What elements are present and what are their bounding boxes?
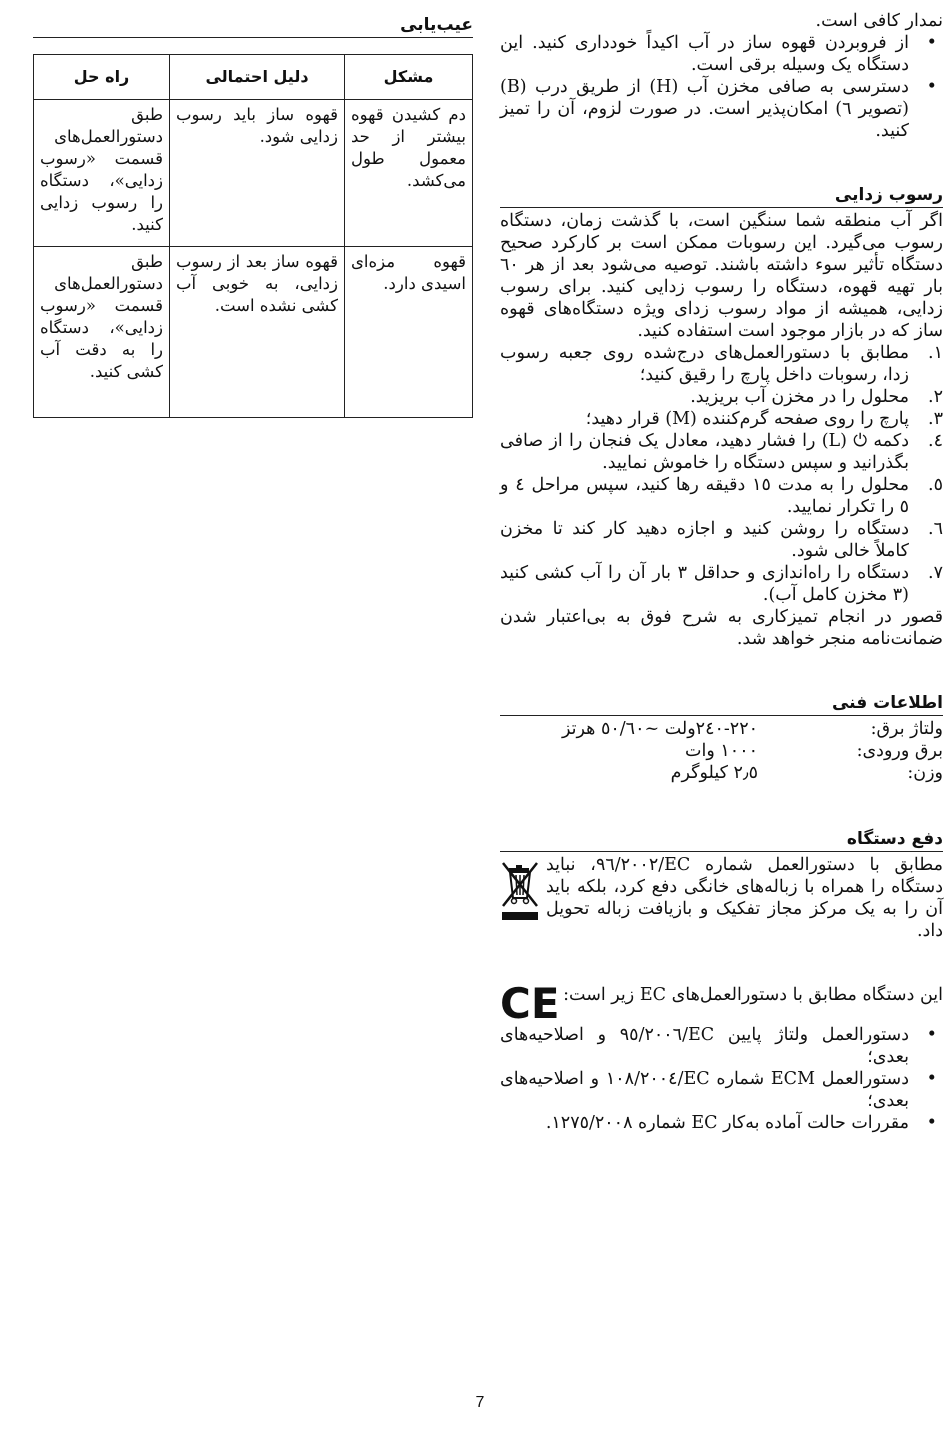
troubleshooting-table — [33, 54, 473, 418]
descaling-intro: اگر آب منطقه شما سنگین است، با گذشت زمان، دستگاه رسوب می‌گیرد. این رسوبات ممکن است بر کارکرد صحیح دستگاه تأثیر سوء داشته باشند. توصیه می‌شود بعد از هر ٦٠ بار تهیه قهوه، دستگاه را رسوب زدایی کنید. برای رسوب زدایی، همیشه از مواد رسوب زدای ویژه دستگاه‌های قهوه ساز که در بازار موجود است استفاده کنید. — [500, 211, 943, 341]
header-solution: راه حل — [34, 55, 170, 100]
step-item — [500, 408, 943, 430]
step-number: ١. — [928, 343, 943, 363]
step-text: محلول را به مدت ١٥ دقیقه رها کنید، سپس مراحل ٤ و ٥ را تکرار نمایید. — [500, 475, 909, 517]
spec-value: ١٠٠٠ وات — [685, 741, 758, 761]
cell-problem: دم کشیدن قهوه بیشتر از حد معمول طول می‌کشد. — [345, 100, 473, 247]
bullet-item: • از فروبردن قهوه ساز در آب اکیداً خودداری کنید. این دستگاه یک وسیله برقی است. — [500, 32, 943, 76]
ce-text: این دستگاه مطابق با دستورالعمل‌های EC زیر است: — [563, 985, 943, 1005]
directive-item: • دستورالعمل ECM شماره EC/١٠٨/٢٠٠٤ و اصلاحیه‌های بعدی؛ — [500, 1068, 943, 1112]
step-item — [500, 518, 943, 562]
spec-row — [500, 762, 943, 784]
cell-cause: قهوه ساز باید رسوب زدایی شود. — [170, 100, 345, 247]
directive-item: • دستورالعمل ولتاژ پایین EC/٩٥/٢٠٠٦ و اصلاحیه‌های بعدی؛ — [500, 1024, 943, 1068]
step-number: ٣. — [928, 409, 943, 429]
cell-problem: قهوه مزه‌ای اسیدی دارد. — [345, 247, 473, 418]
cell-solution: طبق دستورالعمل‌های قسمت «رسوب زدایی»، دستگاه را به دقت آب کشی کنید. — [34, 247, 170, 418]
spec-value: ٢٢٠-٢٤٠ولت ~٥٠/٦٠ هرتز — [561, 719, 758, 739]
spec-row — [500, 718, 943, 740]
table-row — [34, 247, 473, 418]
warranty-note: قصور در انجام تمیزکاری به شرح فوق به بی‌اعتبار شدن ضمانت‌نامه منجر خواهد شد. — [500, 607, 943, 649]
table-row — [34, 100, 473, 247]
directive-item: • مقررات حالت آماده به‌کار EC شماره ١٢٧٥/٢٠٠٨. — [500, 1112, 943, 1134]
spec-label: ولتاژ برق: — [870, 719, 943, 739]
header-problem: مشکل — [345, 55, 473, 100]
step-item — [500, 474, 943, 518]
step-item — [500, 386, 943, 408]
disposal-title: دفع دستگاه — [500, 828, 943, 852]
cell-solution: طبق دستورالعمل‌های قسمت «رسوب زدایی»، دستگاه را رسوب زدایی کنید. — [34, 100, 170, 247]
step-item — [500, 562, 943, 606]
continued-text: نمدار کافی است. — [815, 11, 943, 31]
step-number: ٧. — [928, 563, 943, 583]
bullet-item: • دسترسی به صافی مخزن آب (H) از طریق درب (B) (تصویر ٦) امکان‌پذیر است. در صورت لزوم، آن را تمیز کنید. — [500, 76, 943, 142]
disposal-block — [500, 854, 943, 942]
step-number: ٢. — [928, 387, 943, 407]
step-text: دکمه ⏻ (L) را فشار دهید، معادل یک فنجان را از صافی بگذرانید و سپس دستگاه را خاموش نمایید. — [500, 431, 910, 473]
step-text: مطابق با دستورالعمل‌های درج‌شده روی جعبه رسوب زدا، رسوبات داخل پارچ را رقیق کنید؛ — [500, 343, 909, 385]
step-item — [500, 342, 943, 386]
cell-cause: قهوه ساز بعد از رسوب زدایی، به خوبی آب کشی نشده است. — [170, 247, 345, 418]
step-text: پارچ را روی صفحه گرم‌کننده (M) قرار دهید؛ — [585, 409, 909, 429]
step-text: دستگاه را راه‌اندازی و حداقل ٣ بار آن را آب کشی کنید (٣ مخزن کامل آب). — [500, 563, 909, 605]
maintenance-bullets — [500, 32, 943, 142]
spec-label: برق ورودی: — [856, 741, 943, 761]
step-number: ٥. — [928, 475, 943, 495]
step-text: دستگاه را روشن کنید و اجازه دهید کار کند تا مخزن کاملاً خالی شود. — [500, 519, 909, 561]
ce-mark-icon: CE — [500, 979, 560, 1028]
ce-directives — [500, 1024, 943, 1134]
table-header-row — [34, 55, 473, 100]
step-text: محلول را در مخزن آب بریزید. — [690, 387, 909, 407]
left-column — [33, 14, 473, 418]
page-number: 7 — [475, 1394, 485, 1411]
right-column — [500, 10, 943, 1134]
troubleshooting-title: عیب‌یابی — [33, 14, 473, 38]
technical-title: اطلاعات فنی — [500, 692, 943, 716]
step-number: ٤. — [928, 431, 943, 451]
step-number: ٦. — [928, 519, 943, 539]
ce-block — [500, 979, 943, 1028]
spec-table — [500, 718, 943, 784]
disposal-text: مطابق با دستورالعمل شماره EC/٩٦/٢٠٠٢، نباید دستگاه را همراه با زباله‌های خانگی دفع کرد، بلکه باید آن را به یک مرکز مجاز تفکیک و بازیافت زباله تحویل داد. — [546, 855, 944, 941]
spec-value: ٢٫٥ کیلوگرم — [670, 763, 758, 783]
crossed-out-wheeled-bin-icon — [500, 860, 540, 928]
spec-row — [500, 740, 943, 762]
descaling-steps — [500, 342, 943, 606]
spec-label: وزن: — [907, 763, 943, 783]
header-cause: دلیل احتمالی — [170, 55, 345, 100]
step-item — [500, 430, 943, 474]
descaling-title: رسوب زدایی — [500, 184, 943, 208]
